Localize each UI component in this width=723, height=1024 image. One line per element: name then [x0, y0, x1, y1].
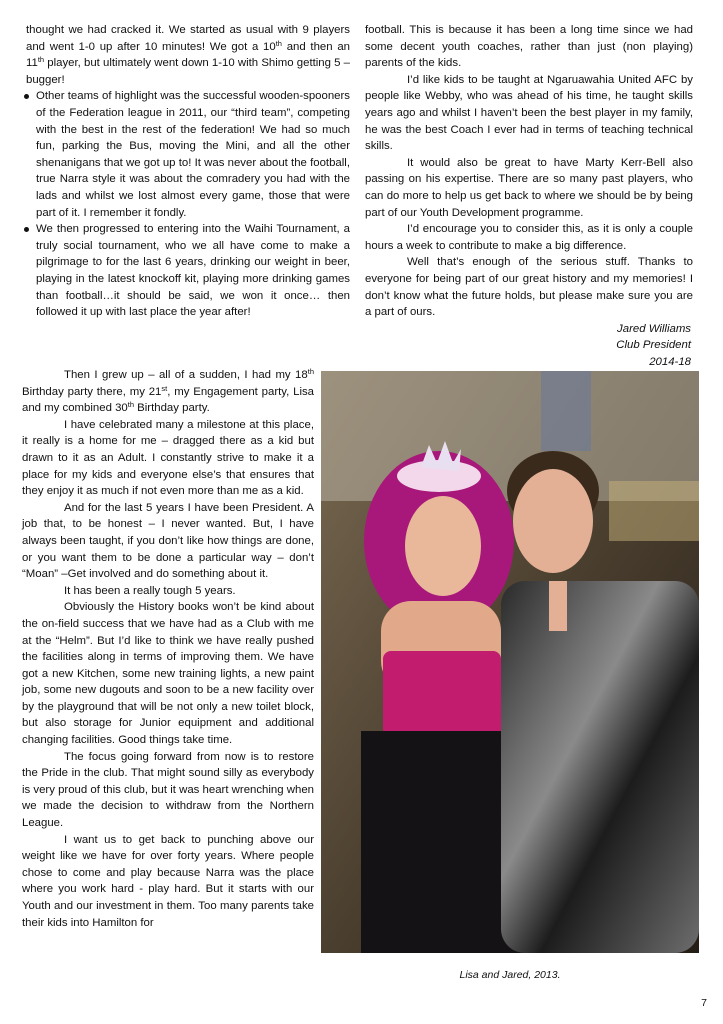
photo-illustration [321, 371, 699, 953]
paragraph: I have celebrated many a milestone at this place, it really is a home for me – dragged there as a kid but drawn to it as an Adult. I constantly strive to make it a place for my kids and everyone else’s that ensures that they enjoy it as much if not even more than me as a kid. [22, 418, 314, 498]
paragraph-text: Birthday party. [134, 402, 210, 415]
paragraph: It has been a really tough 5 years. [64, 584, 236, 597]
left-column-top [26, 22, 350, 321]
intro-text-a: thought we had cracked it. We started as usual with 9 players and went 1-0 up after 10 minutes! We got a 10 [26, 24, 350, 53]
paragraph: I’d encourage you to consider this, as it is only a couple hours a week to contribute to make a big difference. [365, 223, 693, 252]
ordinal-suffix: th [127, 400, 135, 410]
paragraph [22, 367, 314, 417]
paragraph: football. This is because it has been a long time since we had some decent youth coaches, rather than just (non playing) parents of the kids. [365, 24, 693, 70]
right-column-top [365, 22, 693, 370]
paragraph: Well that’s enough of the serious stuff. Thanks to everyone for being part of our great history and my memories! I don’t know what the future holds, but please make sure you are a part of ours. [365, 256, 693, 319]
intro-text-b: and then an 11 [26, 40, 350, 70]
highlights-list [26, 88, 350, 320]
paragraph: The focus going forward from now is to restore the Pride in the club. That might sound silly as everybody is very proud of this club, but it was heart wrenching when we made the decision to withdraw from the Northern League. [22, 750, 314, 830]
intro-paragraph [26, 22, 350, 88]
ordinal-suffix: th [275, 38, 282, 48]
left-column-bottom [22, 367, 314, 931]
intro-text-c: player, but ultimately went down 1-10 with Shimo getting 5 – bugger! [26, 57, 350, 86]
ordinal-suffix: th [37, 55, 45, 65]
paragraph: It would also be great to have Marty Kerr-Bell also passing on his expertise. There are so many past players, who can do more to help us get back to where we should be by being part of our Youth Development programme. [365, 156, 693, 219]
paragraph-text: Birthday party there, my 21 [22, 385, 162, 398]
paragraph: I want us to get back to punching above our weight like we have for over forty years. Where people chose to come and play because Narra was the place where you work hard - play hard. But it starts with our Youth and our investment in them. Too many parents take their kids into Hamilton for [22, 833, 314, 929]
signature-years: 2014-18 [649, 355, 691, 368]
signature-block [365, 321, 693, 371]
paragraph-text: Then I grew up – all of a sudden, I had my 18 [64, 369, 308, 381]
photo-caption: Lisa and Jared, 2013. [459, 969, 561, 981]
signature-title: Club President [616, 339, 691, 352]
list-item: Other teams of highlight was the successful wooden-spooners of the Federation league in 2011, our “third team”, competing with the best in the rest of the federation! We had so much fun, parking the Bus, moving the Mini, and all the other shenanigans that we got up to! It was never about the football, true Narra style it was about the comradery you had with the lads and whilst we lost almost every game, those that were part of it. I remember it fondly. [26, 88, 350, 221]
list-item: We then progressed to entering into the Waihi Tournament, a truly social tournament, who we all have come to make a pilgrimage to for the last 6 years, drinking our weight in beer, playing in the latest knockoff kit, playing more drinking games than football…it should be said, we won it once… then followed it up with last place the year after! [26, 221, 350, 321]
paragraph: Obviously the History books won’t be kind about the on-field success that we have had as a Club with me at the “Helm”. But I’d like to think we have really pushed the facilities along in terms of improving them. We have got a new Kitchen, some new training lights, a new paint job, some new dugouts and soon to be a new facility over by the playground that will be not only a new toilet block, but also storage for Junior equipment and additional changing facilities. Good things take time. [22, 601, 314, 747]
page-number: 7 [701, 997, 707, 1009]
signature-name: Jared Williams [617, 322, 691, 335]
paragraph: And for the last 5 years I have been President. A job that, to be honest – I never wanted. But, I have always been taught, if you don’t like how things are done, or you want them to be done a particular way – don’t “Moan” –Get involved and do something about it. [22, 501, 314, 581]
ordinal-suffix: th [307, 367, 314, 376]
ordinal-suffix: st [161, 383, 168, 393]
paragraph: I’d like kids to be taught at Ngaruawahia United AFC by people like Webby, who was ahead of his time, he taught skills years ago and whilst I haven’t been the best player in my family, he was the best Coach I ever had in terms of teaching technical skills. [365, 73, 693, 153]
photo-lisa-and-jared [321, 371, 699, 953]
paragraph-text: , my Engagement party, Lisa and my combined 30 [22, 385, 315, 415]
